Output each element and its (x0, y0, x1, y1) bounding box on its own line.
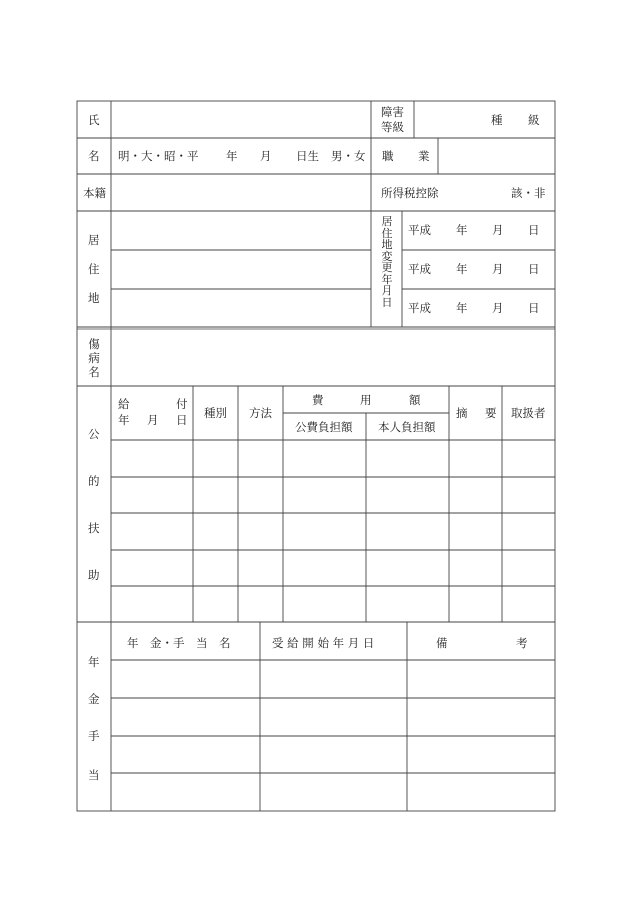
change-year-1: 年 (456, 223, 468, 237)
occupation-label-1: 職 (382, 149, 394, 163)
benefit-label-2: 付 (176, 397, 188, 411)
change-day-2: 日 (528, 262, 540, 276)
kind-label: 種 (491, 113, 503, 127)
change-era-3: 平成 (408, 301, 431, 315)
pension-label-2: 金 (88, 692, 100, 706)
pension-label-1: 年 (88, 655, 100, 669)
grade-label: 級 (528, 113, 540, 127)
change-year-2: 年 (456, 262, 468, 276)
benefit-date-year: 年 (118, 413, 130, 427)
change-month-3: 月 (492, 301, 504, 315)
birth-month-label: 月 (260, 149, 272, 163)
change-year-3: 年 (456, 301, 468, 315)
residence-label-1: 居 (88, 233, 100, 247)
remarks-header-1: 備 (436, 636, 448, 650)
disability-grade-label-2: 等級 (381, 120, 404, 134)
residence-label-2: 住 (88, 262, 100, 276)
cost-header-3: 額 (409, 393, 421, 407)
disease-name-label: 傷病名 (88, 337, 100, 379)
name-label-2: 名 (88, 149, 100, 163)
change-era-1: 平成 (408, 223, 431, 237)
benefit-date-month: 月 (147, 413, 159, 427)
change-month-1: 月 (492, 223, 504, 237)
domicile-label: 本籍 (83, 186, 106, 200)
benefit-date-day: 日 (176, 413, 188, 427)
public-assistance-label-2: 的 (88, 474, 100, 488)
category-header: 種別 (204, 406, 227, 420)
handler-header: 取扱者 (511, 406, 546, 420)
tax-deduction-label: 所得税控除 (381, 186, 439, 200)
tax-applicable-options: 該・非 (511, 186, 546, 200)
pension-label-3: 手 (88, 729, 100, 743)
name-label-1: 氏 (88, 113, 100, 127)
residence-label-3: 地 (88, 291, 100, 305)
remarks-header-2: 考 (516, 636, 528, 650)
disability-grade-label-1: 障害 (381, 105, 404, 119)
public-assistance-label-1: 公 (88, 427, 100, 441)
birth-era-options: 明・大・昭・平 (118, 149, 199, 163)
birth-year-label: 年 (226, 149, 238, 163)
change-day-1: 日 (528, 223, 540, 237)
method-header: 方法 (249, 406, 272, 420)
self-burden-header: 本人負担額 (378, 420, 436, 434)
residence-change-date-label: 居住地変更年月日 (381, 215, 393, 309)
cost-header-1: 費 (312, 393, 324, 407)
public-assistance-label-4: 助 (88, 568, 100, 582)
benefit-label-1: 給 (118, 397, 130, 411)
public-assistance-label-3: 扶 (88, 521, 100, 535)
occupation-label-2: 業 (418, 149, 430, 163)
summary-header-2: 要 (485, 406, 497, 420)
change-era-2: 平成 (408, 262, 431, 276)
pension-name-header: 年 金・手 当 名 (127, 636, 231, 650)
start-date-header: 受 給 開 始 年 月 日 (272, 636, 375, 650)
sex-options: 男・女 (331, 149, 366, 163)
public-burden-header: 公費負担額 (295, 420, 353, 434)
change-month-2: 月 (492, 262, 504, 276)
change-day-3: 日 (528, 301, 540, 315)
cost-header-2: 用 (360, 393, 372, 407)
birth-day-label: 日生 (296, 149, 319, 163)
pension-label-4: 当 (88, 768, 100, 782)
summary-header-1: 摘 (456, 406, 468, 420)
